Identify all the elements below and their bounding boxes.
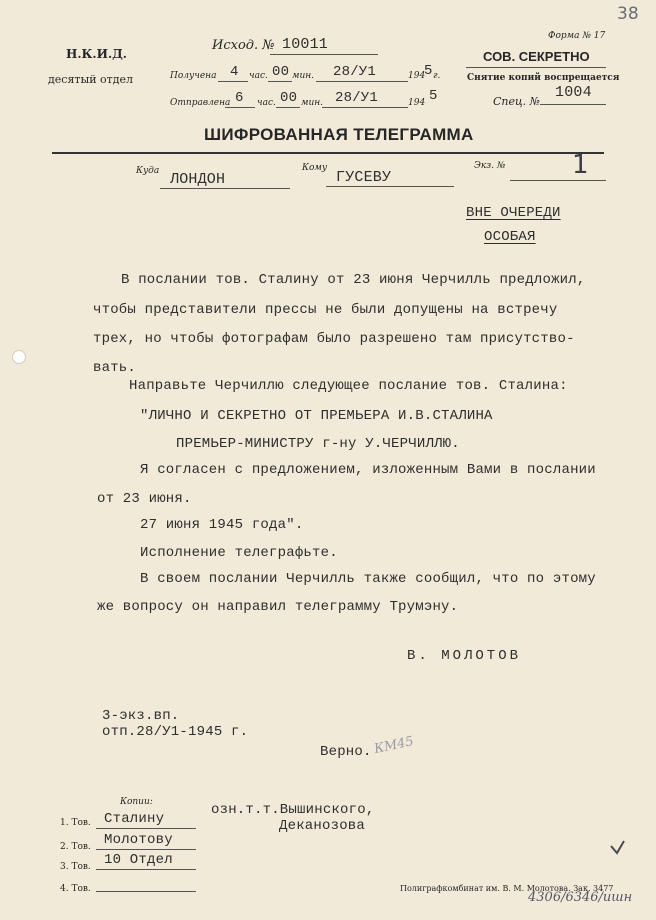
sent-year-prefix: 194 xyxy=(408,98,426,108)
body-p2: Направьте Черчиллю следующее послание тов. Сталина: xyxy=(129,378,568,394)
telegram-title: ШИФРОВАННАЯ ТЕЛЕГРАММА xyxy=(204,125,474,144)
sent-hour: 6 xyxy=(235,90,244,106)
quote-line-2: ПРЕМЬЕР-МИНИСТРУ г-ну У.ЧЕРЧИЛЛЮ. xyxy=(176,436,460,452)
outgoing-label: Исход. № xyxy=(212,38,275,53)
received-hour: 4 xyxy=(230,64,239,80)
classification-line xyxy=(466,67,606,68)
copies-label: Копии: xyxy=(120,797,153,807)
received-hour-line xyxy=(218,81,248,82)
to-place-line xyxy=(160,188,290,189)
printer-imprint: Полиграфкомбинат им. В. М. Молотова. Зак. 3477 xyxy=(400,884,614,893)
to-place-label: Куда xyxy=(136,166,160,176)
sent-min: 00 xyxy=(280,90,298,106)
spec-number-line xyxy=(540,104,606,105)
acquainted-line-2: Деканозова xyxy=(279,818,366,834)
quote-line-1: "ЛИЧНО И СЕКРЕТНО ОТ ПРЕМЬЕРА И.В.СТАЛИНА xyxy=(140,408,493,424)
spec-number: 1004 xyxy=(555,84,592,101)
body-p3: Исполнение телеграфьте. xyxy=(140,545,338,561)
handwritten-code: 4306/6346/ишн xyxy=(528,890,633,905)
body-p1-line1: В послании тов. Сталину от 23 июня Черчилль предложил, xyxy=(121,272,586,288)
copy-row-1-line xyxy=(96,828,196,829)
copy-number-line xyxy=(510,180,606,181)
department-name: десятый отдел xyxy=(48,73,134,86)
classification: СОВ. СЕКРЕТНО xyxy=(483,49,590,64)
sent-min-label: мин. xyxy=(301,98,324,108)
copy-row-4-num: 4. Тов. xyxy=(60,884,91,894)
copy-row-1-num: 1. Тов. xyxy=(60,818,91,828)
copy-row-2-line xyxy=(96,849,196,850)
copy-row-1-name: Сталину xyxy=(104,811,165,827)
sent-min-line xyxy=(276,107,300,108)
title-rule xyxy=(52,152,604,154)
received-min-line xyxy=(268,81,292,82)
received-date: 28/У1 xyxy=(333,64,377,80)
body-p4-line1: В своем послании Черчилль также сообщил, что по этому xyxy=(140,571,596,587)
copy-ban: Снятие копий воспрещается xyxy=(467,73,620,83)
copy-row-2-num: 2. Тов. xyxy=(60,842,91,852)
copy-row-3-num: 3. Тов. xyxy=(60,862,91,872)
received-hour-label: час. xyxy=(249,71,268,81)
received-date-line xyxy=(316,81,408,82)
verified-label: Верно. xyxy=(320,744,372,760)
form-label: Форма № 17 xyxy=(548,31,606,41)
check-mark-icon xyxy=(609,838,627,856)
to-whom: ГУСЕВУ xyxy=(336,169,392,186)
sent-date-line xyxy=(322,107,408,108)
quote-date: 27 июня 1945 года". xyxy=(140,517,304,533)
received-year-digit: 5 xyxy=(424,63,433,79)
received-min: 00 xyxy=(272,64,290,80)
body-p1-line4: вать. xyxy=(93,360,137,376)
received-label: Получена xyxy=(170,71,217,81)
body-p4-line2: же вопросу он направил телеграмму Трумэну. xyxy=(97,599,459,615)
punch-hole xyxy=(12,350,26,364)
to-whom-line xyxy=(326,186,454,187)
quote-line-4: от 23 июня. xyxy=(97,491,192,507)
priority-line-2: ОСОБАЯ xyxy=(484,229,536,245)
copy-number: 1 xyxy=(572,150,589,180)
received-min-label: мин. xyxy=(292,71,315,81)
body-p1-line2: чтобы представители прессы не были допущены на встречу xyxy=(93,302,558,318)
sent-hour-line xyxy=(225,107,255,108)
sent-hour-label: час. xyxy=(257,98,276,108)
received-year-suffix: г. xyxy=(433,71,441,81)
priority-line-1: ВНЕ ОЧЕРЕДИ xyxy=(466,205,561,221)
org-name: Н.К.И.Д. xyxy=(66,47,127,61)
sent-label: Отправлена xyxy=(170,98,231,108)
dispatch-copies: 3-экз.вп. xyxy=(102,708,180,724)
sent-date: 28/У1 xyxy=(335,90,379,106)
copy-number-label: Экз. № xyxy=(474,161,506,171)
spec-label: Спец. № xyxy=(493,95,541,108)
copy-row-4-line xyxy=(96,891,196,892)
copy-row-3-name: 10 Отдел xyxy=(104,852,173,868)
received-year-prefix: 194 xyxy=(408,71,426,81)
corner-page-number: 38 xyxy=(617,4,639,24)
copy-row-2-name: Молотову xyxy=(104,832,173,848)
copy-row-3-line xyxy=(96,869,196,870)
body-p1-line3: трех, но чтобы фотографам было разрешено там присутство- xyxy=(93,331,575,347)
acquainted-line-1: озн.т.т.Вышинского, xyxy=(211,802,375,818)
outgoing-number-line xyxy=(270,54,378,55)
outgoing-number: 10011 xyxy=(282,36,329,53)
quote-line-3: Я согласен с предложением, изложенным Вами в послании xyxy=(140,462,596,478)
to-whom-label: Кому xyxy=(302,163,328,173)
sent-year-digit: 5 xyxy=(429,88,438,104)
dispatch-sent-date: отп.28/У1-1945 г. xyxy=(102,724,249,740)
to-place: ЛОНДОН xyxy=(170,171,226,188)
signature: В. МОЛОТОВ xyxy=(407,648,522,664)
verified-initials: КМ45 xyxy=(372,734,416,757)
